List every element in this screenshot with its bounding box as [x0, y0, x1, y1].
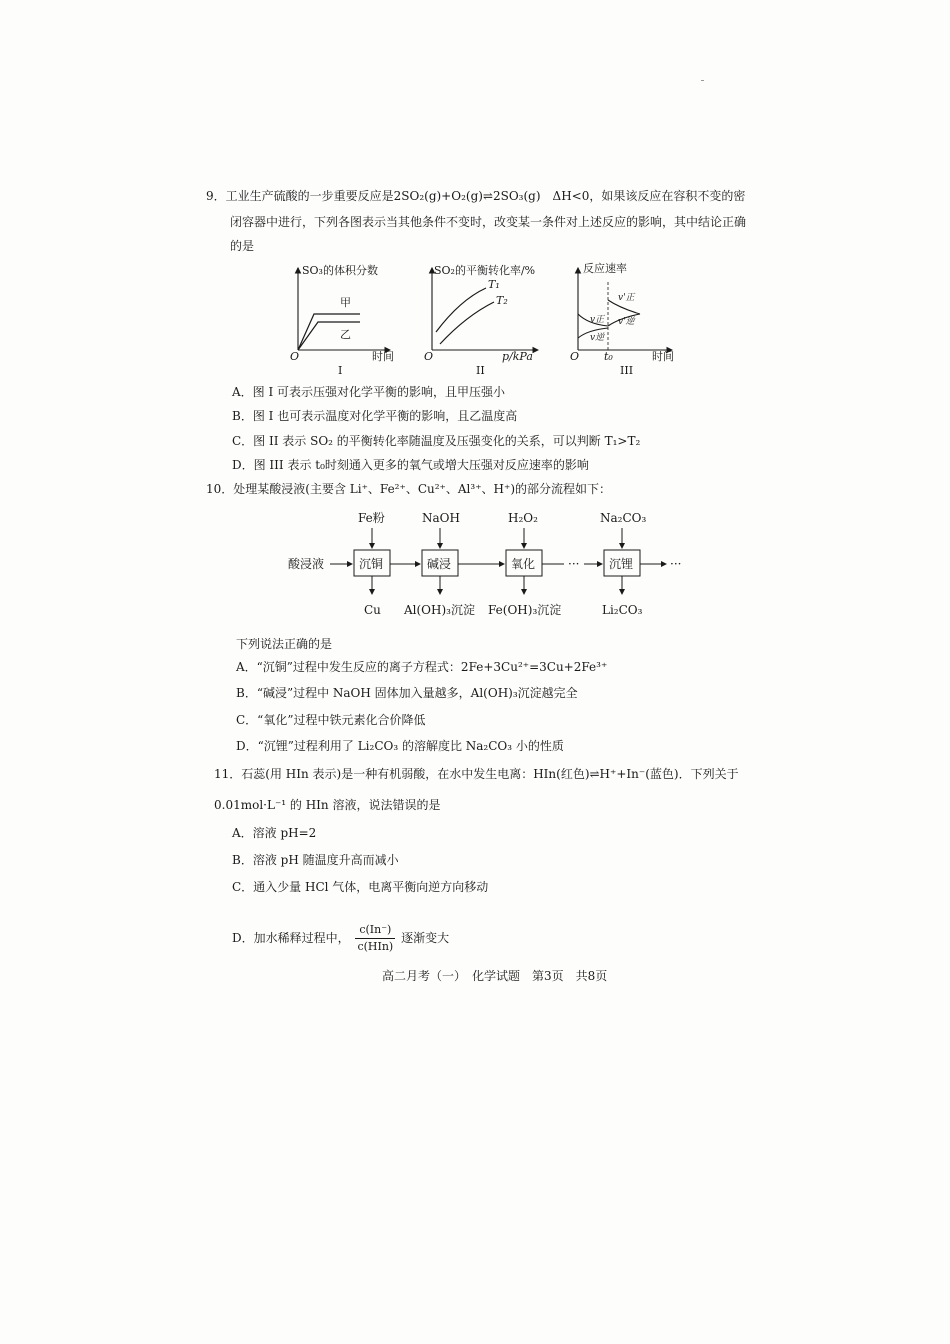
q11-option-d — [232, 922, 449, 955]
q11-option-d-fraction — [355, 922, 395, 955]
graph-3 — [570, 261, 674, 377]
flow-step-3: 氧化 — [511, 557, 536, 571]
graph3-t0: t₀ — [604, 350, 613, 363]
q9-stem-line3: 的是 — [230, 239, 255, 253]
q11-option-d-post: 逐渐变大 — [401, 931, 450, 945]
q10-flowchart — [284, 506, 704, 622]
graph-1 — [290, 263, 394, 377]
q10-stem: 10．处理某酸浸液(主要含 Li⁺、Fe²⁺、Cu²⁺、Al³⁺、H⁺)的部分流程如下： — [206, 482, 612, 496]
graph1-origin: O — [290, 350, 300, 363]
flow-step-2: 碱浸 — [427, 557, 452, 571]
graph3-vrev2-label: v'逆 — [618, 317, 635, 327]
graph3-vrev-label: v逆 — [590, 333, 605, 343]
graph1-xlabel: 时间 — [372, 350, 394, 363]
graph1-ylabel: SO₃的体积分数 — [302, 264, 378, 277]
graph1-caption: I — [338, 364, 343, 377]
flow-product-4: Li₂CO₃ — [602, 603, 643, 617]
graph1-label-jia: 甲 — [340, 296, 351, 309]
q9-graphs — [280, 258, 700, 380]
flow-product-1: Cu — [364, 603, 381, 617]
flow-reagent-1: Fe粉 — [358, 511, 385, 525]
q10-option-b: B．“碱浸”过程中 NaOH 固体加入量越多，Al(OH)₃沉淀越完全 — [236, 686, 578, 700]
graph3-caption: III — [620, 364, 634, 377]
flow-product-2: Al(OH)₃沉淀 — [404, 603, 475, 617]
flow-step-4: 沉锂 — [609, 557, 634, 571]
q11-option-a: A．溶液 pH=2 — [232, 826, 317, 840]
graph2-curve-t1 — [436, 288, 486, 332]
graph3-xlabel: 时间 — [652, 350, 674, 363]
q9-stem-line1: 9．工业生产硫酸的一步重要反应是2SO₂(g)+O₂(g)⇌2SO₃(g) ΔH<0，如果该反应在容积不变的密 — [206, 189, 746, 203]
flow-start: 酸浸液 — [288, 557, 325, 571]
flow-step-1: 沉铜 — [359, 557, 384, 571]
q9-option-c: C．图 II 表示 SO₂ 的平衡转化率随温度及压强变化的关系，可以判断 T₁>T₂ — [232, 434, 641, 448]
q9-option-b: B．图 I 也可表示温度对化学平衡的影响，且乙温度高 — [232, 409, 518, 423]
flow-product-3: Fe(OH)₃沉淀 — [488, 603, 562, 617]
q11-stem-line1: 11．石蕊(用 HIn 表示)是一种有机弱酸，在水中发生电离：HIn(红色)⇌H⁺+In⁻(蓝色)．下列关于 — [214, 767, 739, 781]
q11-option-d-pre: D．加水稀释过程中， — [232, 931, 350, 945]
scan-mark — [701, 80, 704, 81]
flow-reagent-2: NaOH — [422, 511, 460, 525]
flow-reagent-3: H₂O₂ — [508, 511, 538, 525]
graph2-ylabel: SO₂的平衡转化率/% — [434, 264, 536, 277]
q9-option-a: A．图 I 可表示压强对化学平衡的影响，且甲压强小 — [232, 385, 506, 399]
q11-option-b: B．溶液 pH 随温度升高而减小 — [232, 853, 399, 867]
graph2-xlabel: p/kPa — [502, 350, 533, 363]
q11-stem-line2: 0.01mol·L⁻¹ 的 HIn 溶液，说法错误的是 — [214, 798, 441, 812]
graph-2 — [424, 263, 538, 377]
graph2-origin: O — [424, 350, 434, 363]
q11-option-d-denominator: c(HIn) — [357, 940, 394, 953]
page-footer: 高二月考（一） 化学试题 第3页 共8页 — [382, 969, 608, 983]
q10-option-d: D．“沉锂”过程利用了 Li₂CO₃ 的溶解度比 Na₂CO₃ 小的性质 — [236, 739, 564, 753]
graph3-origin: O — [570, 350, 580, 363]
flow-ellipsis-2: ··· — [670, 557, 682, 571]
q11-option-c: C．通入少量 HCl 气体，电离平衡向逆方向移动 — [232, 880, 489, 894]
q10-option-a: A．“沉铜”过程中发生反应的离子方程式：2Fe+3Cu²⁺=3Cu+2Fe³⁺ — [236, 660, 608, 674]
graph2-label-t2: T₂ — [496, 294, 508, 307]
graph2-label-t1: T₁ — [488, 278, 500, 291]
graph3-vfwd2-label: v'正 — [618, 293, 635, 303]
graph1-label-yi: 乙 — [340, 328, 351, 341]
q9-stem-line2: 闭容器中进行，下列各图表示当其他条件不变时，改变某一条件对上述反应的影响，其中结论正确 — [230, 215, 747, 229]
graph2-caption: II — [476, 364, 485, 377]
graph3-ylabel: 反应速率 — [583, 262, 627, 275]
flow-reagent-4: Na₂CO₃ — [600, 511, 647, 525]
graph2-curve-t2 — [440, 302, 494, 344]
q10-lead: 下列说法正确的是 — [236, 637, 333, 651]
flow-ellipsis-1: ··· — [568, 557, 580, 571]
q9-option-d: D．图 III 表示 t₀时刻通入更多的氧气或增大压强对反应速率的影响 — [232, 458, 589, 472]
q10-option-c: C．“氧化”过程中铁元素化合价降低 — [236, 713, 426, 727]
graph3-vfwd-label: v正 — [590, 315, 605, 325]
q11-option-d-numerator: c(In⁻) — [355, 922, 395, 939]
